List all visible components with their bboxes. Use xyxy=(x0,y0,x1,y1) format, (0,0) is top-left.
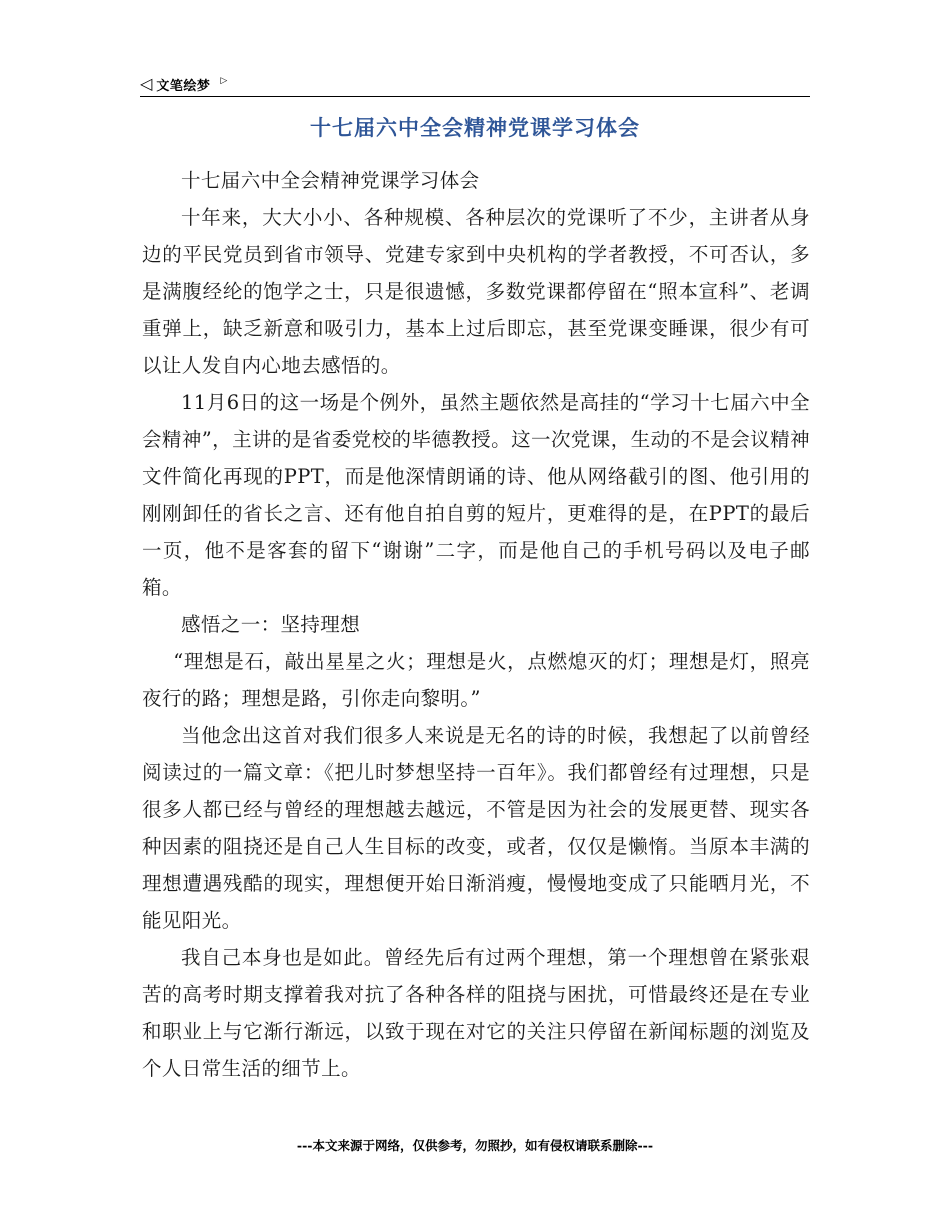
page-footer: ---本文来源于网络，仅供参考，勿照抄，如有侵权请联系删除--- xyxy=(296,1138,654,1153)
brand-name: 文笔绘梦 xyxy=(156,78,211,94)
paragraph: 11月6日的这一场是个例外，虽然主题依然是高挂的“学习十七届六中全会精神”，主讲的是省委党校的毕德教授。这一次党课，生动的不是会议精神文件简化再现的PPT，而是他深情朗诵的诗、他从网络截引的图、他引用的刚刚卸任的省长之言、还有他自拍自剪的短片，更难得的是，在PPT的最后一页，他不是客套的留下“谢谢”二字，而是他自己的手机号码以及电子邮箱。 xyxy=(142,391,810,599)
paragraph-quote: “理想是石，敲出星星之火；理想是火，点燃熄灭的灯；理想是灯，照亮夜行的路；理想是路，引你走向黎明。” xyxy=(142,650,810,710)
paragraph: 当他念出这首对我们很多人来说是无名的诗的时候，我想起了以前曾经阅读过的一篇文章：《把儿时梦想坚持一百年》。我们都曾经有过理想，只是很多人都已经与曾经的理想越去越远，不管是因为社会的发展更替、现实各种因素的阻挠还是自己人生目标的改变，或者，仅仅是懒惰。当原本丰满的理想遭遇残酷的现实，理想便开始日渐消瘦，慢慢地变成了只能晒月光，不能见阳光。 xyxy=(142,724,810,932)
section-heading: 感悟之一：坚持理想 xyxy=(181,613,361,636)
paragraph-subtitle: 十七届六中全会精神党课学习体会 xyxy=(181,169,480,192)
page-title: 十七届六中全会精神党课学习体会 xyxy=(310,116,640,140)
triangle-left-icon: ◁ xyxy=(140,74,153,93)
paragraph: 十年来，大大小小、各种规模、各种层次的党课听了不少，主讲者从身边的平民党员到省市领导、党建专家到中央机构的学者教授，不可否认，多是满腹经纶的饱学之士，只是很遗憾，多数党课都停留在“照本宣科”、老调重弹上，缺乏新意和吸引力，基本上过后即忘，甚至党课变睡课，很少有可以让人发自内心地去感悟的。 xyxy=(142,206,810,377)
triangle-right-icon: ▷ xyxy=(220,75,228,86)
document-body xyxy=(142,162,810,1087)
page-header xyxy=(140,72,810,97)
paragraph: 我自己本身也是如此。曾经先后有过两个理想，第一个理想曾在紧张艰苦的高考时期支撑着我对抗了各种各样的阻挠与困扰，可惜最终还是在专业和职业上与它渐行渐远，以致于现在对它的关注只停留在新闻标题的浏览及个人日常生活的细节上。 xyxy=(142,946,810,1080)
